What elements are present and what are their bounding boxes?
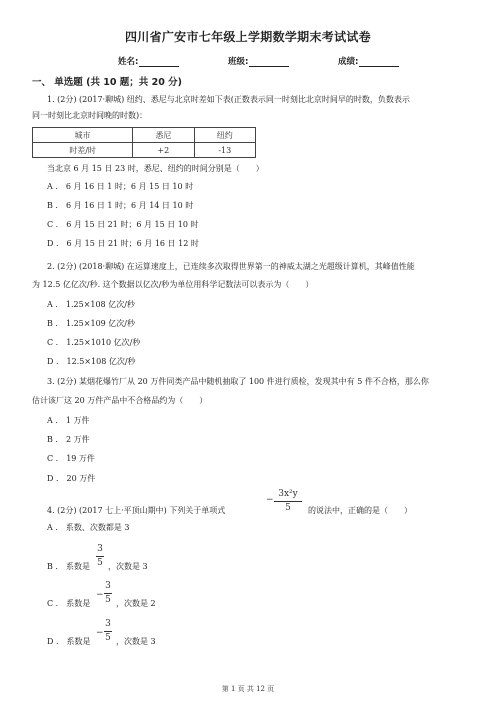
name-blank[interactable] <box>139 56 179 67</box>
minus-sign: − <box>96 628 104 638</box>
fraction-denominator: 5 <box>105 595 111 605</box>
q4-option-d-post: ，次数是 3 <box>116 637 156 646</box>
table-row <box>33 143 256 158</box>
q1-line2: 同一时刻比北京时间晚的时数)： <box>32 111 148 120</box>
q4-option-c-post: ，次数是 2 <box>116 599 156 608</box>
q4-option-d-fraction <box>104 619 112 644</box>
monomial-expression <box>274 489 302 514</box>
fraction-numerator: 3 <box>97 544 103 554</box>
q4-option-d[interactable] <box>47 636 91 648</box>
table-row <box>33 128 256 143</box>
table-cell: 时差/时 <box>33 143 133 158</box>
table-cell: 城市 <box>33 128 133 143</box>
q1-option-d[interactable]: D ． 6 月 15 日 21 时；6 月 16 日 12 时 <box>47 239 199 248</box>
q4-suffix: 的说法中，正确的是（ ） <box>308 506 412 515</box>
fraction-denominator: 5 <box>97 558 103 568</box>
q3-option-d[interactable]: D ． 20 万件 <box>47 474 96 483</box>
q3-option-b[interactable]: B ． 2 万件 <box>47 435 90 444</box>
score-field <box>338 55 399 67</box>
class-blank[interactable] <box>249 56 289 67</box>
q4-option-b-fraction <box>96 544 104 569</box>
fraction-bar <box>104 593 112 594</box>
q4-prefix: 4. (2分) (2017 七上·平顶山期中) 下列关于单项式 <box>47 506 226 515</box>
name-label: 姓名: <box>118 57 139 67</box>
table-cell: +2 <box>133 143 194 158</box>
student-info-row <box>0 55 496 69</box>
class-label: 班级: <box>228 57 249 67</box>
q3-option-c[interactable]: C ． 19 万件 <box>47 454 95 463</box>
minus-sign: − <box>266 495 274 505</box>
score-label: 成绩: <box>338 57 359 67</box>
minus-sign: − <box>96 590 104 600</box>
page-title: 四川省广安市七年级上学期数学期末考试试卷 <box>124 30 371 44</box>
q2-option-b[interactable]: B ． 1.25×109 亿次/秒 <box>47 319 135 328</box>
fraction-numerator: 3 <box>105 581 111 591</box>
q4-option-b-pre: B ． 系数是 <box>47 562 90 571</box>
q1-line1: 1. (2分) (2017·聊城) 纽约、悉尼与北京时差如下表(正数表示同一时刻比北京时间早的时数，负数表示 <box>47 95 410 104</box>
q3-option-a[interactable]: A ． 1 万件 <box>47 416 90 425</box>
name-field <box>118 55 179 67</box>
q2-option-c[interactable]: C ． 1.25×1010 亿次/秒 <box>47 338 141 347</box>
q3-line1: 3. (2分) 某烟花爆竹厂从 20 万件同类产品中随机抽取了 100 件进行质检，发现其中有 5 件不合格，那么你 <box>47 377 429 386</box>
q2-line1: 2. (2分) (2018·聊城) 在运算速度上，已连续多次取得世界第一的神威太湖之光超级计算机，其峰值性能 <box>47 262 415 271</box>
fraction-bar <box>96 556 104 557</box>
q3-line2: 估计该厂这 20 万件产品中不合格品约为（ ） <box>32 396 208 405</box>
q4-option-a[interactable]: A ． 系数、次数都是 3 <box>47 523 130 532</box>
q4-option-d-pre: D ． 系数是 <box>47 637 91 646</box>
q2-option-d[interactable]: D ． 12.5×108 亿次/秒 <box>47 357 136 366</box>
monomial-numerator: 3x²y <box>278 489 298 499</box>
monomial-denominator: 5 <box>285 503 291 513</box>
q4-option-c-pre: C ． 系数是 <box>47 599 91 608</box>
q4-option-c[interactable] <box>47 598 90 610</box>
q1-option-a[interactable]: A ． 6 月 16 日 1 时；6 月 15 日 10 时 <box>47 182 194 191</box>
q4-option-b-post: ，次数是 3 <box>108 562 148 571</box>
timezone-table <box>32 127 256 158</box>
fraction-denominator: 5 <box>105 633 111 643</box>
q4-option-c-fraction <box>104 581 112 606</box>
table-cell: -13 <box>194 143 255 158</box>
fraction-bar <box>274 501 302 502</box>
page-footer: 第 1 页 共 12 页 <box>221 685 275 693</box>
q2-line2: 为 12.5 亿亿次/秒. 这个数据以亿次/秒为单位用科学记数法可以表示为（ ） <box>32 280 314 289</box>
fraction-bar <box>104 631 112 632</box>
section-heading: 一、 单选题 (共 10 题；共 20 分) <box>32 77 182 88</box>
score-blank[interactable] <box>359 56 399 67</box>
table-cell: 悉尼 <box>133 128 194 143</box>
table-cell: 纽约 <box>194 128 255 143</box>
q1-stem: 当北京 6 月 15 日 23 时，悉尼、纽约的时间分别是（ ） <box>47 164 264 173</box>
class-field <box>228 55 289 67</box>
q4-option-b[interactable] <box>47 561 90 573</box>
fraction-numerator: 3 <box>105 619 111 629</box>
q1-option-b[interactable]: B ． 6 月 16 日 1 时；6 月 14 日 10 时 <box>47 201 194 210</box>
q1-option-c[interactable]: C ． 6 月 15 日 21 时；6 月 15 日 10 时 <box>47 220 199 229</box>
q2-option-a[interactable]: A ． 1.25×108 亿次/秒 <box>47 300 135 309</box>
